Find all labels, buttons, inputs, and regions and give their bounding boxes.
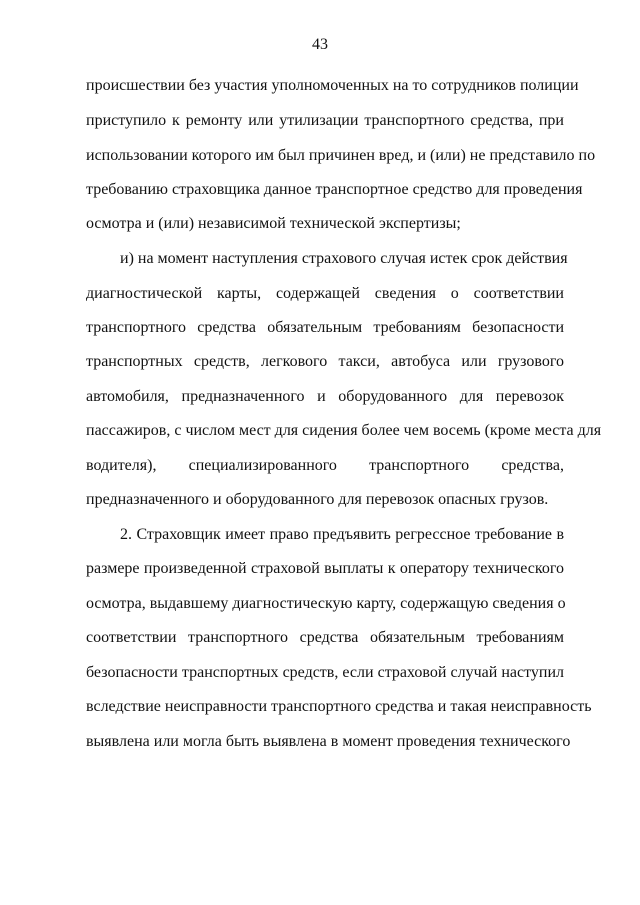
text-line: безопасности транспортных средств, если страховой случай наступил [86, 664, 564, 681]
text-line: и) на момент наступления страхового случая истек срок действия [120, 250, 568, 267]
text-line: предназначенного и оборудованного для перевозок опасных грузов. [86, 491, 549, 508]
text-line: автомобиля, предназначенного и оборудованного для перевозок [86, 388, 564, 405]
page-number: 43 [312, 36, 328, 53]
text-line: вследствие неисправности транспортного средства и такая неисправность [86, 698, 592, 715]
text-line: приступило к ремонту или утилизации транспортного средства, при [86, 112, 564, 129]
text-line: 2. Страховщик имеет право предъявить регрессное требование в [120, 526, 564, 543]
text-line: транспортных средств, легкового такси, автобуса или грузового [86, 353, 564, 370]
text-line: происшествии без участия уполномоченных на то сотрудников полиции [86, 77, 579, 94]
text-line: осмотра, выдавшему диагностическую карту, содержащую сведения о [86, 595, 566, 612]
text-line: водителя), специализированного транспортного средства, [86, 457, 564, 474]
text-line: пассажиров, с числом мест для сидения более чем восемь (кроме места для [86, 422, 602, 439]
text-line: требованию страховщика данное транспортное средство для проведения [86, 181, 583, 198]
text-line: выявлена или могла быть выявлена в момент проведения технического [86, 733, 571, 750]
text-line: диагностической карты, содержащей сведения о соответствии [86, 285, 564, 302]
text-line: использовании которого им был причинен вред, и (или) не представило по [86, 147, 596, 164]
text-line: транспортного средства обязательным требованиям безопасности [86, 319, 564, 336]
text-line: осмотра и (или) независимой технической экспертизы; [86, 215, 461, 232]
text-line: размере произведенной страховой выплаты к оператору технического [86, 560, 564, 577]
text-line: соответствии транспортного средства обязательным требованиям [86, 629, 564, 646]
